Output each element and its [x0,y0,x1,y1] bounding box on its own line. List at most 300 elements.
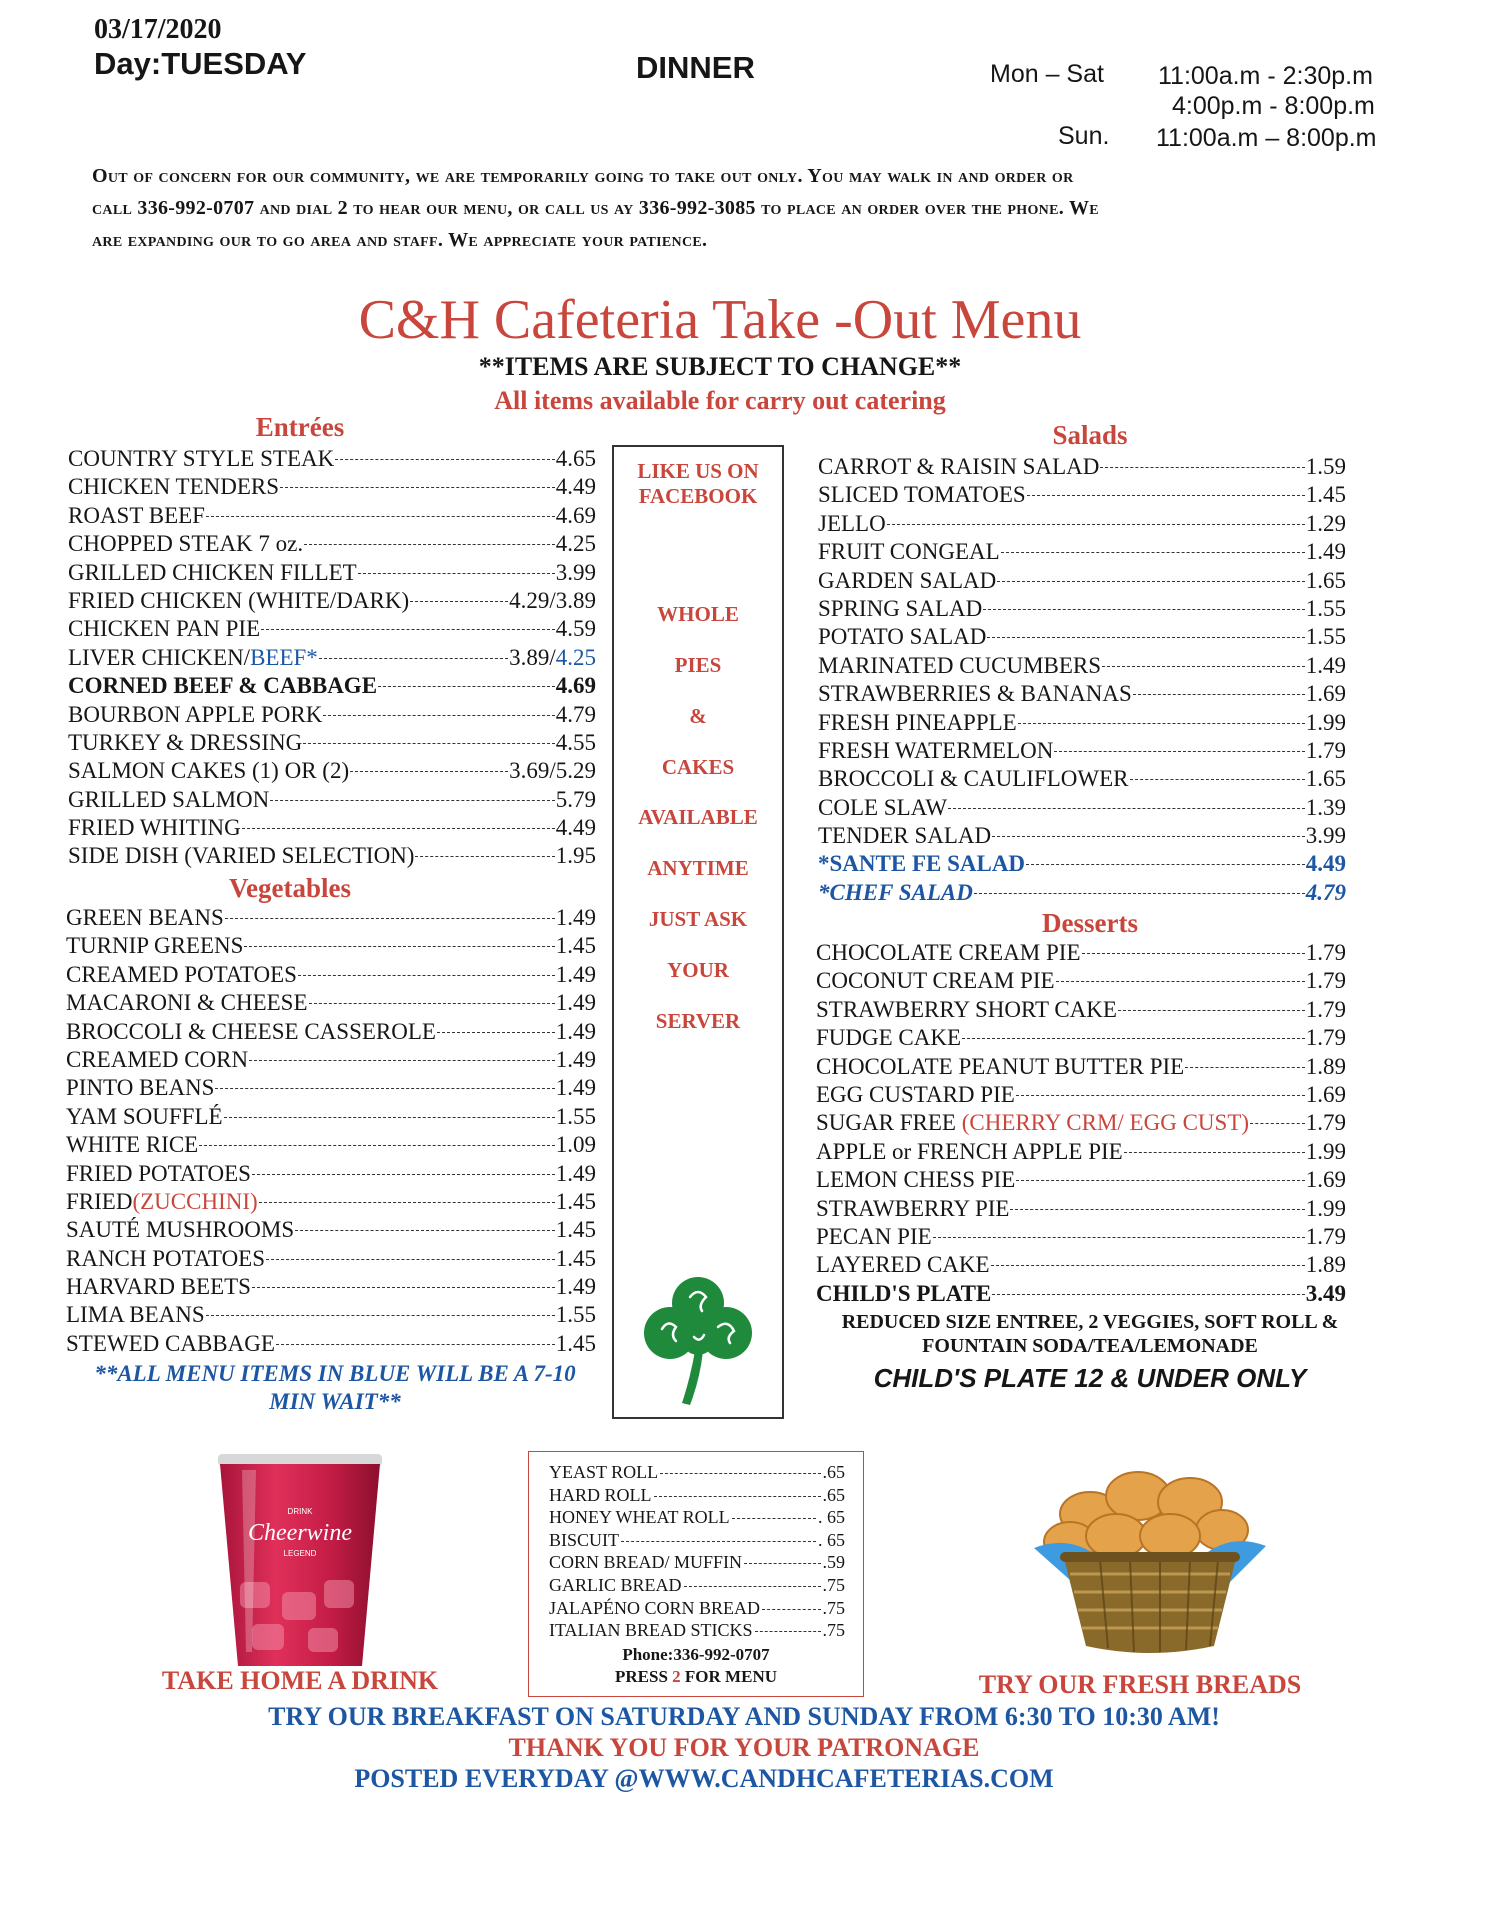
item-price-text: .75 [822,1620,845,1641]
item-price [1306,1252,1346,1278]
item-price-text: 1.99 [1305,709,1346,735]
dot-leader [987,637,1304,638]
item-name-text: COUNTRY STYLE STEAK [68,446,335,471]
dot-leader [962,1038,1305,1039]
item-name [818,795,947,821]
item-price [1306,880,1346,906]
item-price [823,1485,846,1506]
item-name-text: POTATO SALAD [818,624,987,650]
item-name [66,905,224,931]
wait-note: **ALL MENU ITEMS IN BLUE WILL BE A 7-10 MIN WAIT** [94,1361,576,1414]
item-price [1306,710,1346,736]
promo-line: CAKES [661,755,735,779]
item-name-text: CREAMED POTATOES [66,961,297,987]
item-price [1306,1025,1346,1051]
item-name-highlight: (ZUCCHINI) [132,1188,258,1214]
dot-leader [983,609,1305,610]
item-price [1306,596,1346,622]
menu-item-row [549,1530,845,1553]
item-price [556,503,596,529]
item-price-text: 4.79 [555,701,596,727]
dot-leader [224,1117,555,1118]
item-price-text: 1.59 [1305,454,1346,479]
item-price-text: .65 [822,1462,845,1482]
item-price [1306,997,1346,1023]
item-name-text: FRESH WATERMELON [818,737,1054,763]
item-price-text: 1.79 [1305,737,1346,763]
item-price [556,730,596,756]
cheerwine-drink-image [212,1452,388,1672]
menu-item-row [68,730,596,758]
item-price-text: 1.49 [555,1274,596,1300]
item-price [509,645,596,671]
dot-leader [1016,1095,1305,1096]
item-price [556,1302,596,1328]
item-price-text: 5.79 [555,786,596,812]
item-price [1306,1281,1346,1307]
item-name-text: EGG CUSTARD PIE [816,1081,1015,1107]
item-price-text: 1.79 [1305,940,1346,965]
item-name [66,1161,251,1187]
vegetables-heading: Vegetables [229,873,351,903]
menu-item-row [68,815,596,843]
item-name [66,933,243,959]
item-price [823,1552,846,1573]
item-name-text: MACARONI & CHEESE [66,990,308,1016]
item-price-text: 4.79 [1305,879,1346,905]
menu-item-row [68,446,596,474]
item-name [818,511,886,537]
item-price [823,1462,846,1483]
item-price-text: 4.29/3.89 [509,587,596,613]
menu-item-row [818,482,1346,510]
menu-item-row [816,1139,1346,1167]
item-name-text: TENDER SALAD [818,823,992,849]
item-price-text: 3.89/ [509,644,556,670]
item-name [68,616,260,642]
dot-leader [997,581,1305,582]
item-price-text: 4.59 [555,616,596,642]
item-price [556,616,596,642]
dot-leader [1130,779,1305,780]
item-name [68,645,318,671]
item-price [818,1530,845,1551]
dot-leader [295,1230,555,1231]
menu-item-row [68,560,596,588]
menu-item-row [68,787,596,815]
item-name [549,1552,742,1573]
item-price-text: 3.69/5.29 [509,758,596,784]
item-price [1306,795,1346,821]
notice-line: call 336-992-0707 and dial 2 to hear our menu, or call us ay 336-992-3085 to place an order over the phone. We [92,197,1099,219]
item-price-text: 1.49 [555,1160,596,1186]
item-price-text: . 65 [818,1507,845,1528]
item-price-text: 1.79 [1305,968,1346,994]
item-name [816,940,1081,966]
menu-item-row [66,990,596,1018]
dot-leader [304,544,555,545]
item-name [818,482,1026,508]
dot-leader [298,975,555,976]
item-name [68,758,349,784]
item-name [818,766,1129,792]
item-name-text: BOURBON APPLE PORK [68,701,323,727]
item-price-text: 1.99 [1305,1195,1346,1221]
item-name-text: YEAST ROLL [549,1462,659,1482]
item-name [816,1281,991,1307]
item-price-text: 1.69 [1305,681,1346,707]
menu-item-row [68,758,596,786]
promo-line: AVAILABLE [638,805,758,829]
dot-leader [437,1032,555,1033]
item-price [556,1019,596,1045]
drink-brand: Cheerwine [248,1520,352,1546]
item-name [816,1082,1015,1108]
menu-item-row [68,474,596,502]
item-name-text: GARDEN SALAD [818,567,997,593]
drink-caption: TAKE HOME A DRINK [161,1666,439,1695]
item-price-text: 1.69 [1305,1167,1346,1193]
item-name [818,454,1099,480]
hours-time-weekday-lunch: 11:00a.m - 2:30p.m [1158,62,1373,90]
item-name-text: SUGAR FREE [816,1110,962,1136]
item-name-text: PECAN PIE [816,1223,932,1249]
item-name-text: COCONUT CREAM PIE [816,968,1055,994]
item-name-text: COLE SLAW [818,794,948,820]
menu-item-row [818,511,1346,539]
item-name-text: CARROT & RAISIN SALAD [818,454,1100,479]
item-price-text: 4.65 [555,446,596,471]
item-price [823,1598,846,1619]
item-name-text: LIMA BEANS [66,1302,205,1328]
facebook-promo-box [612,445,784,1419]
item-price-text: 1.99 [1305,1138,1346,1164]
item-name-text: CHOCOLATE PEANUT BUTTER PIE [816,1053,1185,1079]
item-name-text: JALAPÉNO CORN BREAD [549,1597,761,1618]
item-price [1306,568,1346,594]
menu-item-row [66,1019,596,1047]
item-price [556,1132,596,1158]
dot-leader [1124,1152,1305,1153]
item-name [68,588,409,614]
desserts-heading: Desserts [1042,908,1138,938]
hours-time-weekday-dinner: 4:00p.m - 8:00p.m [1172,92,1375,120]
website-note: POSTED EVERYDAY @WWW.CANDHCAFETERIAS.COM [354,1764,1054,1793]
item-name [66,990,308,1016]
dot-leader [991,1265,1305,1266]
item-name [66,1132,198,1158]
item-name [818,880,973,906]
catering-note: All items available for carry out catering [494,386,946,415]
menu-item-row [66,1331,596,1359]
menu-item-row [66,1189,596,1217]
item-name [68,446,334,472]
menu-item-row [818,851,1346,879]
item-price [556,702,596,728]
menu-item-row [816,968,1346,996]
item-price [556,1217,596,1243]
dot-leader [992,836,1305,837]
item-name [816,1139,1123,1165]
item-price-text: 1.89 [1305,1252,1346,1278]
item-name-text: MARINATED CUCUMBERS [818,652,1102,678]
menu-item-row [66,1104,596,1132]
menu-item-row [818,880,1346,908]
item-price [556,1075,596,1101]
dot-leader [992,1294,1304,1295]
menu-day: Day:TUESDAY [94,46,307,81]
bread-basket-image [1030,1460,1270,1660]
promo-line: WHOLE [657,602,739,626]
dot-leader [1026,864,1305,865]
item-name [816,968,1055,994]
menu-item-row [68,588,596,616]
menu-item-row [549,1507,845,1530]
item-name [66,1075,214,1101]
dot-leader [1100,467,1304,468]
item-name-text: GRILLED SALMON [68,786,270,812]
item-name-text: PINTO BEANS [66,1075,215,1101]
item-price-text: 1.49 [1305,652,1346,678]
menu-item-row [816,1054,1346,1082]
item-price-text: . 65 [818,1529,845,1550]
item-name [549,1575,682,1596]
item-price [556,933,596,959]
item-price [1306,482,1346,508]
item-price-text: 1.39 [1305,794,1346,820]
item-price [1306,624,1346,650]
item-price-text: 1.29 [1305,510,1346,536]
item-name-highlight: BEEF* [250,644,318,670]
menu-title: C&H Cafeteria Take -Out Menu [358,289,1082,351]
item-price [556,905,596,931]
child-plate-description [800,1310,1380,1358]
item-price [556,1274,596,1300]
item-price [1306,766,1346,792]
dot-leader [199,1145,555,1146]
item-price-text: 1.49 [1305,539,1346,565]
dot-leader [974,893,1305,894]
item-name [66,962,297,988]
item-price [1306,681,1346,707]
notice-line: Out of concern for our community, we are temporarily going to take out only. You may walk in and order or [92,165,1074,187]
item-price-text: 3.99 [1305,823,1346,849]
item-price-text: 1.69 [1305,1081,1346,1107]
item-name [816,1224,932,1250]
item-name [68,531,303,557]
dot-leader [206,516,555,517]
item-name-text: GREEN BEANS [66,905,224,930]
entrees-list [68,446,596,872]
item-price-text: 1.79 [1305,996,1346,1022]
item-name-text: YAM SOUFFLÉ [66,1103,223,1129]
menu-item-row [68,843,596,871]
item-name-text: *CHEF SALAD [818,879,973,905]
item-price-text: 1.45 [1305,482,1346,508]
dot-leader [261,629,555,630]
dot-leader [755,1631,821,1632]
item-name-text: SIDE DISH (VARIED SELECTION) [68,843,415,869]
item-name-text: JELLO [818,510,886,536]
menu-item-row [818,568,1346,596]
menu-item-row [816,1252,1346,1280]
item-price [1306,823,1346,849]
menu-item-row [549,1485,845,1508]
dot-leader [1016,1180,1304,1181]
item-price-text: 1.65 [1305,567,1346,593]
item-price-text: 1.49 [555,1075,596,1101]
menu-item-row [818,710,1346,738]
promo-line: ANYTIME [647,856,749,880]
item-name [68,815,241,841]
dot-leader [1118,1010,1305,1011]
item-name-text: LEMON CHESS PIE [816,1167,1016,1193]
salads-list [818,454,1346,908]
promo-line: SERVER [655,1009,741,1033]
item-price [818,1507,845,1528]
menu-item-row [68,702,596,730]
hours-days-sunday: Sun. [1058,122,1110,150]
dot-leader [1027,495,1305,496]
dot-leader [732,1518,816,1519]
menu-item-row [66,933,596,961]
item-price [556,843,596,869]
item-name-text: CHICKEN TENDERS [68,474,280,500]
item-name [549,1620,753,1641]
item-price-text: 1.95 [555,843,596,869]
item-price-text: 1.55 [555,1103,596,1129]
item-name-text: LIVER CHICKEN/ [68,644,251,670]
item-name-text: ROAST BEEF [68,502,205,528]
dot-leader [1102,666,1305,667]
dot-leader [249,1060,555,1061]
item-price [1306,539,1346,565]
item-name [816,1054,1184,1080]
facebook-label: LIKE US ON [637,459,759,483]
item-name-text: FRUIT CONGEAL [818,539,1000,565]
dot-leader [303,743,554,744]
dot-leader [1054,751,1304,752]
item-price-text: 1.55 [1305,624,1346,650]
item-name [816,1167,1015,1193]
item-price [556,787,596,813]
menu-item-row [66,1161,596,1189]
dot-leader [1056,981,1305,982]
item-price [556,1246,596,1272]
dot-leader [415,856,554,857]
press-suffix: FOR MENU [680,1667,777,1686]
dot-leader [206,1315,555,1316]
item-price [1306,738,1346,764]
bread-price-box [528,1451,864,1697]
menu-item-row [818,738,1346,766]
item-name [66,1047,248,1073]
item-price [556,446,596,472]
dot-leader [1250,1123,1305,1124]
menu-item-row [549,1575,845,1598]
item-name-text: FRIED POTATOES [66,1160,251,1186]
dot-leader [378,686,555,687]
dot-leader [660,1473,820,1474]
item-name-text: SALMON CAKES (1) OR (2) [68,758,350,784]
item-name [68,702,322,728]
item-name [66,1217,294,1243]
dot-leader [242,828,555,829]
item-name-text: FRESH PINEAPPLE [818,709,1017,735]
item-price-text: 4.55 [555,729,596,755]
item-price [556,1331,596,1357]
menu-item-row [818,596,1346,624]
item-name-highlight: (CHERRY CRM/ EGG CUST) [961,1110,1250,1136]
item-name [818,681,1132,707]
dot-leader [252,1174,555,1175]
item-price-text: 1.49 [555,961,596,987]
item-name-text: TURNIP GREENS [66,933,244,959]
item-name-text: HARD ROLL [549,1484,652,1505]
menu-item-row [66,1302,596,1330]
dot-leader [744,1563,820,1564]
item-name [818,851,1025,877]
item-name-text: TURKEY & DRESSING [68,729,303,755]
menu-item-row [816,1196,1346,1224]
dot-leader [410,601,508,602]
bread-phone: Phone:336-992-0707 [622,1645,770,1664]
item-price-text: 4.69 [555,502,596,528]
item-price [556,531,596,557]
dot-leader [948,808,1305,809]
item-price [1306,940,1346,966]
menu-item-row [816,1224,1346,1252]
item-name [549,1530,619,1551]
item-price [556,474,596,500]
item-name [66,1274,251,1300]
item-name-text: WHITE RICE [66,1132,199,1158]
menu-item-row [818,653,1346,681]
item-price-text: 4.49 [555,815,596,841]
item-name-text: CHILD'S PLATE [816,1280,992,1306]
press-number: 2 [672,1667,681,1686]
item-name [66,1104,223,1130]
item-price-text: 4.69 [555,673,596,699]
item-price [1306,653,1346,679]
menu-item-row [549,1462,845,1485]
hours-days-weekday: Mon – Sat [990,60,1104,88]
item-name-text: CREAMED CORN [66,1046,249,1072]
item-name [68,673,377,699]
drink-top-label: DRINK [287,1507,313,1516]
item-name [68,843,414,869]
item-name [66,1189,258,1215]
item-price-text: 4.49 [555,474,596,500]
menu-item-row [816,940,1346,968]
meal-title: DINNER [636,50,755,85]
item-name [816,1252,990,1278]
menu-item-row [818,823,1346,851]
menu-date: 03/17/2020 [94,14,222,45]
item-price [1306,1167,1346,1193]
dot-leader [350,771,508,772]
item-name-text: HONEY WHEAT ROLL [549,1507,730,1528]
breads-list [549,1462,845,1643]
menu-item-row [68,645,596,673]
dot-leader [933,1237,1305,1238]
item-name [68,730,302,756]
item-price-text: .75 [822,1597,845,1618]
item-price [1306,1082,1346,1108]
child-plate-limit: CHILD'S PLATE 12 & UNDER ONLY [873,1363,1307,1393]
item-name-text: APPLE or FRENCH APPLE PIE [816,1138,1123,1164]
promo-line: JUST ASK [648,907,748,931]
